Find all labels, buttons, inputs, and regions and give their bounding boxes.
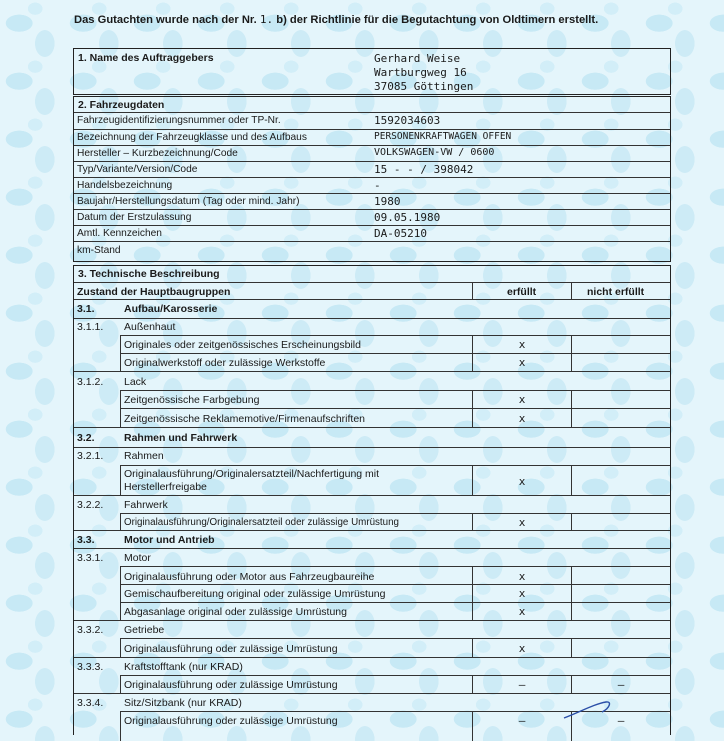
- table-header-ok: erfüllt: [507, 286, 537, 298]
- subgroup-label: Lack: [124, 376, 147, 388]
- criterion-ok-mark: x: [518, 412, 526, 425]
- criterion-ok-mark: x: [518, 516, 526, 529]
- group-label: Motor und Antrieb: [124, 534, 215, 546]
- criterion-label: Originalausführung oder Motor aus Fahrzeugbaureihe: [124, 571, 375, 583]
- criterion-ok-mark: x: [518, 475, 526, 488]
- vehicle-label: Typ/Variante/Version/Code: [77, 164, 198, 175]
- vehicle-value: DA-05210: [374, 227, 427, 240]
- technical-section: [73, 265, 671, 735]
- table-header-label: Zustand der Hauptbaugruppen: [77, 286, 231, 298]
- group-label: Rahmen und Fahrwerk: [124, 432, 238, 444]
- client-title: 1. Name des Auftraggebers: [78, 52, 214, 64]
- vehicle-label: Hersteller – Kurzbezeichnung/Code: [77, 148, 238, 159]
- criterion-label: Gemischaufbereitung original oder zulässige Umrüstung: [124, 588, 386, 600]
- criterion-ok-mark: x: [518, 393, 526, 406]
- group-number: 3.2.: [77, 432, 95, 444]
- subgroup-number: 3.2.2.: [77, 499, 104, 511]
- vehicle-value: 15 - - / 398042: [374, 163, 474, 176]
- subgroup-number: 3.3.1.: [77, 552, 104, 564]
- subgroup-number: 3.1.1.: [77, 321, 104, 333]
- criterion-ok-mark: –: [518, 678, 526, 691]
- vehicle-data-section: [73, 96, 671, 262]
- heading-part2: b) der Richtlinie für die Begutachtung von Oldtimern erstellt.: [276, 14, 599, 26]
- criterion-ok-mark: x: [518, 642, 526, 655]
- subgroup-number: 3.3.3.: [77, 661, 104, 673]
- criterion-ok-mark: x: [518, 605, 526, 618]
- criterion-label: Zeitgenössische Farbgebung: [124, 394, 260, 406]
- vehicle-value: 09.05.1980: [374, 211, 441, 224]
- criterion-label: Abgasanlage original oder zulässige Umrüstung: [124, 606, 347, 618]
- vehicle-data-title: 2. Fahrzeugdaten: [78, 99, 165, 111]
- criterion-not-ok-mark: –: [617, 678, 625, 691]
- criterion-ok-mark: x: [518, 356, 526, 369]
- criterion-label: Originalwerkstoff oder zulässige Werkstoffe: [124, 357, 326, 369]
- group-label: Aufbau/Karosserie: [124, 303, 218, 315]
- subgroup-number: 3.2.1.: [77, 450, 104, 462]
- criterion-label: Originales oder zeitgenössisches Erscheinungsbild: [124, 339, 361, 351]
- vehicle-value: PERSONENKRAFTWAGEN OFFEN: [374, 131, 512, 142]
- criterion-not-ok-mark: –: [617, 714, 625, 727]
- criterion-ok-mark: x: [518, 570, 526, 583]
- vehicle-label: Datum der Erstzulassung: [77, 212, 192, 223]
- vehicle-label: Amtl. Kennzeichen: [77, 228, 162, 239]
- vehicle-label: Bezeichnung der Fahrzeugklasse und des Aufbaus: [77, 132, 307, 143]
- subgroup-number: 3.3.4.: [77, 697, 104, 709]
- criterion-label: Zeitgenössische Reklamemotive/Firmenaufschriften: [124, 413, 366, 425]
- signature-stroke: [560, 696, 640, 720]
- vehicle-label: Baujahr/Herstellungsdatum (Tag oder mind. Jahr): [77, 196, 300, 207]
- table-header-not-ok: nicht erfüllt: [587, 286, 645, 298]
- client-name: Gerhard Weise: [374, 52, 461, 65]
- group-number: 3.1.: [77, 303, 95, 315]
- client-city: 37085 Göttingen: [374, 80, 474, 93]
- subgroup-label: Fahrwerk: [124, 499, 168, 511]
- criterion-label: Originalausführung/Originalersatzteil oder zulässige Umrüstung: [124, 517, 399, 528]
- subgroup-label: Sitz/Sitzbank (nur KRAD): [124, 697, 242, 709]
- subgroup-label: Rahmen: [124, 450, 164, 462]
- subgroup-number: 3.1.2.: [77, 376, 104, 388]
- subgroup-label: Motor: [124, 552, 151, 564]
- vehicle-value: VOLKSWAGEN-VW / 0600: [374, 147, 495, 158]
- heading-nr: 1.: [259, 13, 274, 26]
- vehicle-label: Handelsbezeichnung: [77, 180, 173, 191]
- criterion-label-line2: Herstellerfreigabe: [124, 481, 207, 493]
- vehicle-label: Fahrzeugidentifizierungsnummer oder TP-Nr.: [77, 115, 281, 126]
- criterion-ok-mark: x: [518, 338, 526, 351]
- criterion-label: Originalausführung oder zulässige Umrüstung: [124, 643, 338, 655]
- criterion-ok-mark: x: [518, 587, 526, 600]
- criterion-label: Originalausführung oder zulässige Umrüstung: [124, 679, 338, 691]
- subgroup-number: 3.3.2.: [77, 624, 104, 636]
- subgroup-label: Getriebe: [124, 624, 165, 636]
- client-street: Wartburgweg 16: [374, 66, 467, 79]
- vehicle-value: 1592034603: [374, 114, 441, 127]
- subgroup-label: Außenhaut: [124, 321, 176, 333]
- criterion-ok-mark: –: [518, 714, 526, 727]
- criterion-label: Originalausführung oder zulässige Umrüstung: [124, 715, 338, 727]
- group-number: 3.3.: [77, 534, 95, 546]
- document-heading: [74, 13, 598, 26]
- technical-title: 3. Technische Beschreibung: [78, 268, 220, 280]
- heading-part1: Das Gutachten wurde nach der Nr.: [74, 14, 257, 26]
- subgroup-label: Kraftstofftank (nur KRAD): [124, 661, 243, 673]
- vehicle-value: 1980: [374, 195, 401, 208]
- vehicle-value: -: [374, 179, 381, 192]
- vehicle-label: km-Stand: [77, 245, 121, 256]
- client-section: [73, 48, 671, 95]
- criterion-label-line1: Originalausführung/Originalersatzteil/Nachfertigung mit: [124, 468, 380, 480]
